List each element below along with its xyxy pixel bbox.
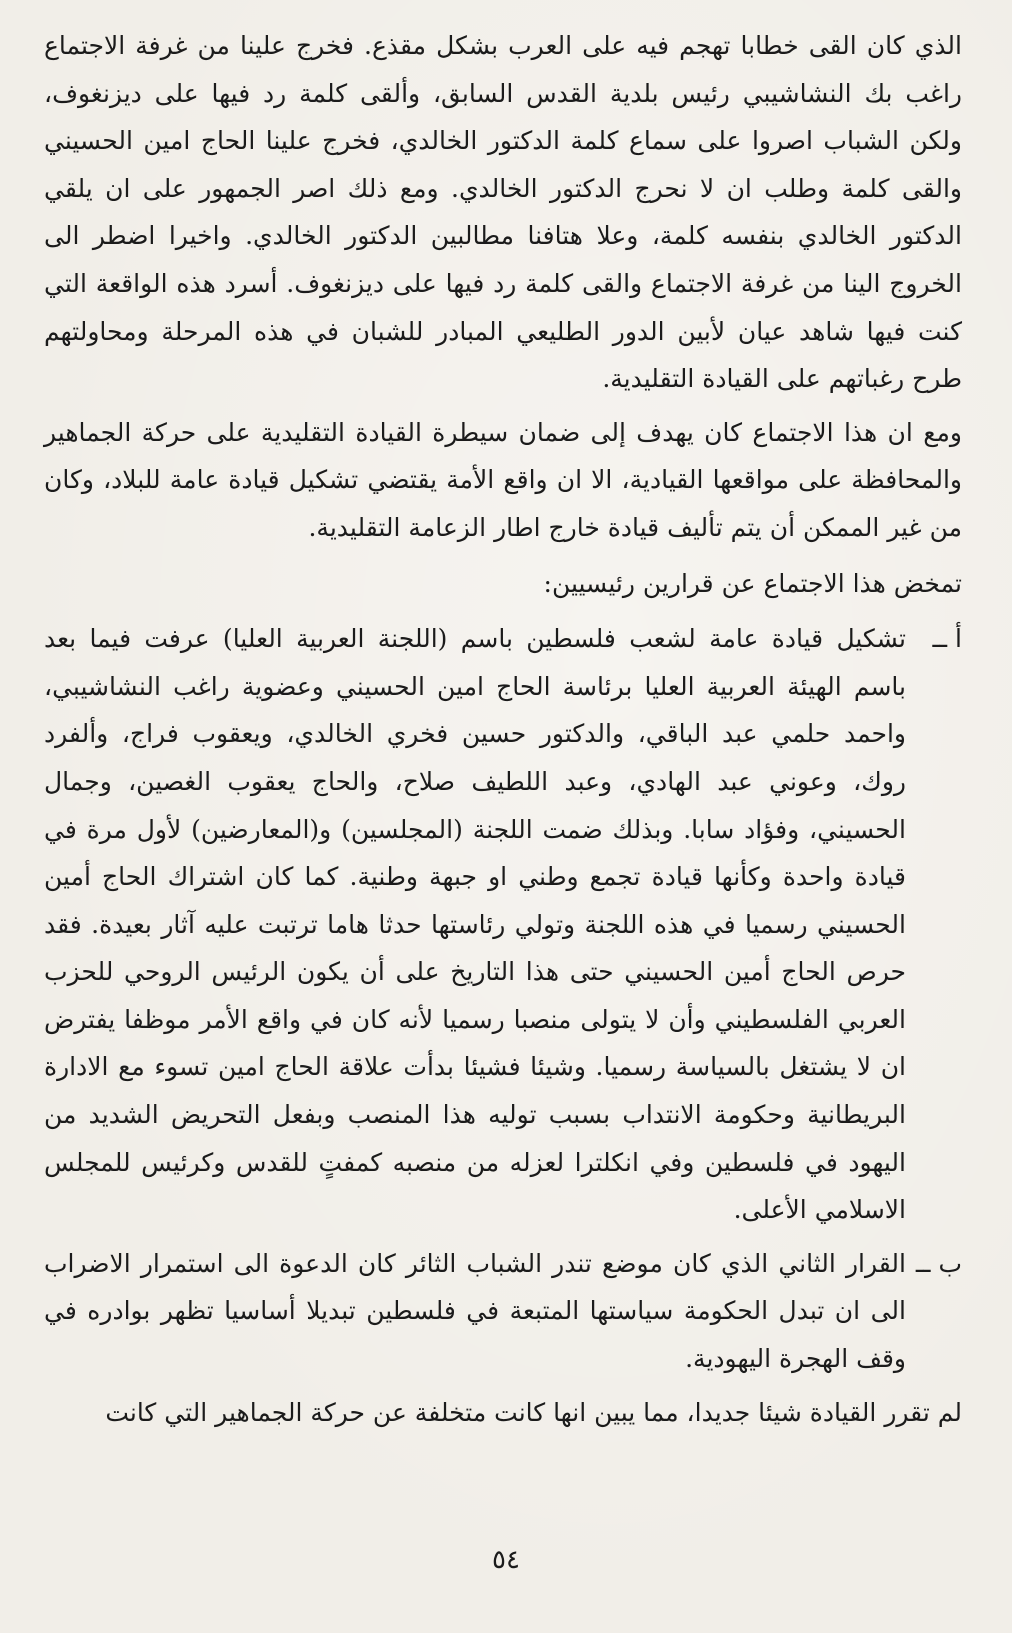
list-item-a bbox=[44, 615, 962, 1234]
list-marker-b: ب ــ bbox=[915, 1248, 962, 1278]
paragraph-2: ومع ان هذا الاجتماع كان يهدف إلى ضمان سيطرة القيادة التقليدية على حركة الجماهير والمحافظة على مواقعها القيادية، الا ان واقع الأمة يقتضي تشكيل قيادة عامة للبلاد، وكان من غير الممكن أن يتم تأليف قيادة خارج اطار الزعامة التقليدية. bbox=[44, 417, 962, 542]
list-text-b: القرار الثاني الذي كان موضع تندر الشباب الثائر كان الدعوة الى استمرار الاضراب الى ان تبدل الحكومة سياستها المتبعة في فلسطين تبديلا أساسيا تظهر بوادره في وقف الهجرة اليهودية. bbox=[44, 1248, 906, 1374]
list-marker-a: أ ــ bbox=[932, 624, 962, 654]
closing-line: لم تقرر القيادة شيئا جديدا، مما يبين انها كانت متخلفة عن حركة الجماهير التي كانت bbox=[105, 1397, 962, 1427]
list-text-a: تشكيل قيادة عامة لشعب فلسطين باسم (اللجنة العربية العليا) عرفت فيما بعد باسم الهيئة العربية العليا برئاسة الحاج امين الحسيني وعضوية راغب النشاشيبي، واحمد حلمي عبد الباقي، والدكتور حسين فخري الخالدي، ويعقوب فراج، وألفرد روك، وعوني عبد الهادي، وعبد اللطيف صلاح، والحاج يعقوب الغصين، وجمال الحسيني، وفؤاد سابا. وبذلك ضمت اللجنة (المجلسين) و(المعارضين) لأول مرة في قيادة واحدة وكأنها قيادة تجمع وطني او جبهة وطنية. كما كان اشتراك الحاج أمين الحسيني رسميا في هذه اللجنة وتولي رئاستها حدثا هاما ترتبت عليه آثار بعيدة. فقد حرص الحاج أمين الحسيني حتى هذا التاريخ على أن يكون الرئيس الروحي للحزب العربي الفلسطيني وأن لا يتولى منصبا رسميا لأنه كان في واقع الأمر موظفا يفترض ان لا يشتغل بالسياسة رسميا. وشيئا فشيئا بدأت علاقة الحاج امين تسوء مع الادارة البريطانية وحكومة الانتداب بسبب توليه هذا المنصب وبفعل التحريض الشديد من اليهود في فلسطين وفي انكلترا لعزله من منصبه كمفتٍ للقدس وكرئيس للمجلس الاسلامي الأعلى. bbox=[44, 624, 906, 1225]
paragraph-3: تمخض هذا الاجتماع عن قرارين رئيسيين: bbox=[543, 568, 962, 598]
page-number: ٥٤ bbox=[492, 1545, 520, 1575]
page-text bbox=[44, 22, 962, 1436]
list-item-b bbox=[44, 1240, 962, 1383]
paragraph-1: الذي كان القى خطابا تهجم فيه على العرب بشكل مقذع. فخرج علينا من غرفة الاجتماع راغب بك النشاشيبي رئيس بلدية القدس السابق، وألقى كلمة رد فيها على ديزنغوف، ولكن الشباب اصروا على سماع كلمة الدكتور الخالدي، فخرج علينا الحاج امين الحسيني والقى كلمة وطلب ان لا نحرج الدكتور الخالدي. ومع ذلك اصر الجمهور على ان يلقي الدكتور الخالدي بنفسه كلمة، وعلا هتافنا مطالبين الدكتور الخالدي. واخيرا اضطر الى الخروج الينا من غرفة الاجتماع والقى كلمة رد فيها على ديزنغوف. أسرد هذه الواقعة التي كنت فيها شاهد عيان لأبين الدور الطليعي المبادر للشبان في هذه المرحلة ومحاولتهم طرح رغباتهم على القيادة التقليدية. bbox=[44, 31, 962, 394]
